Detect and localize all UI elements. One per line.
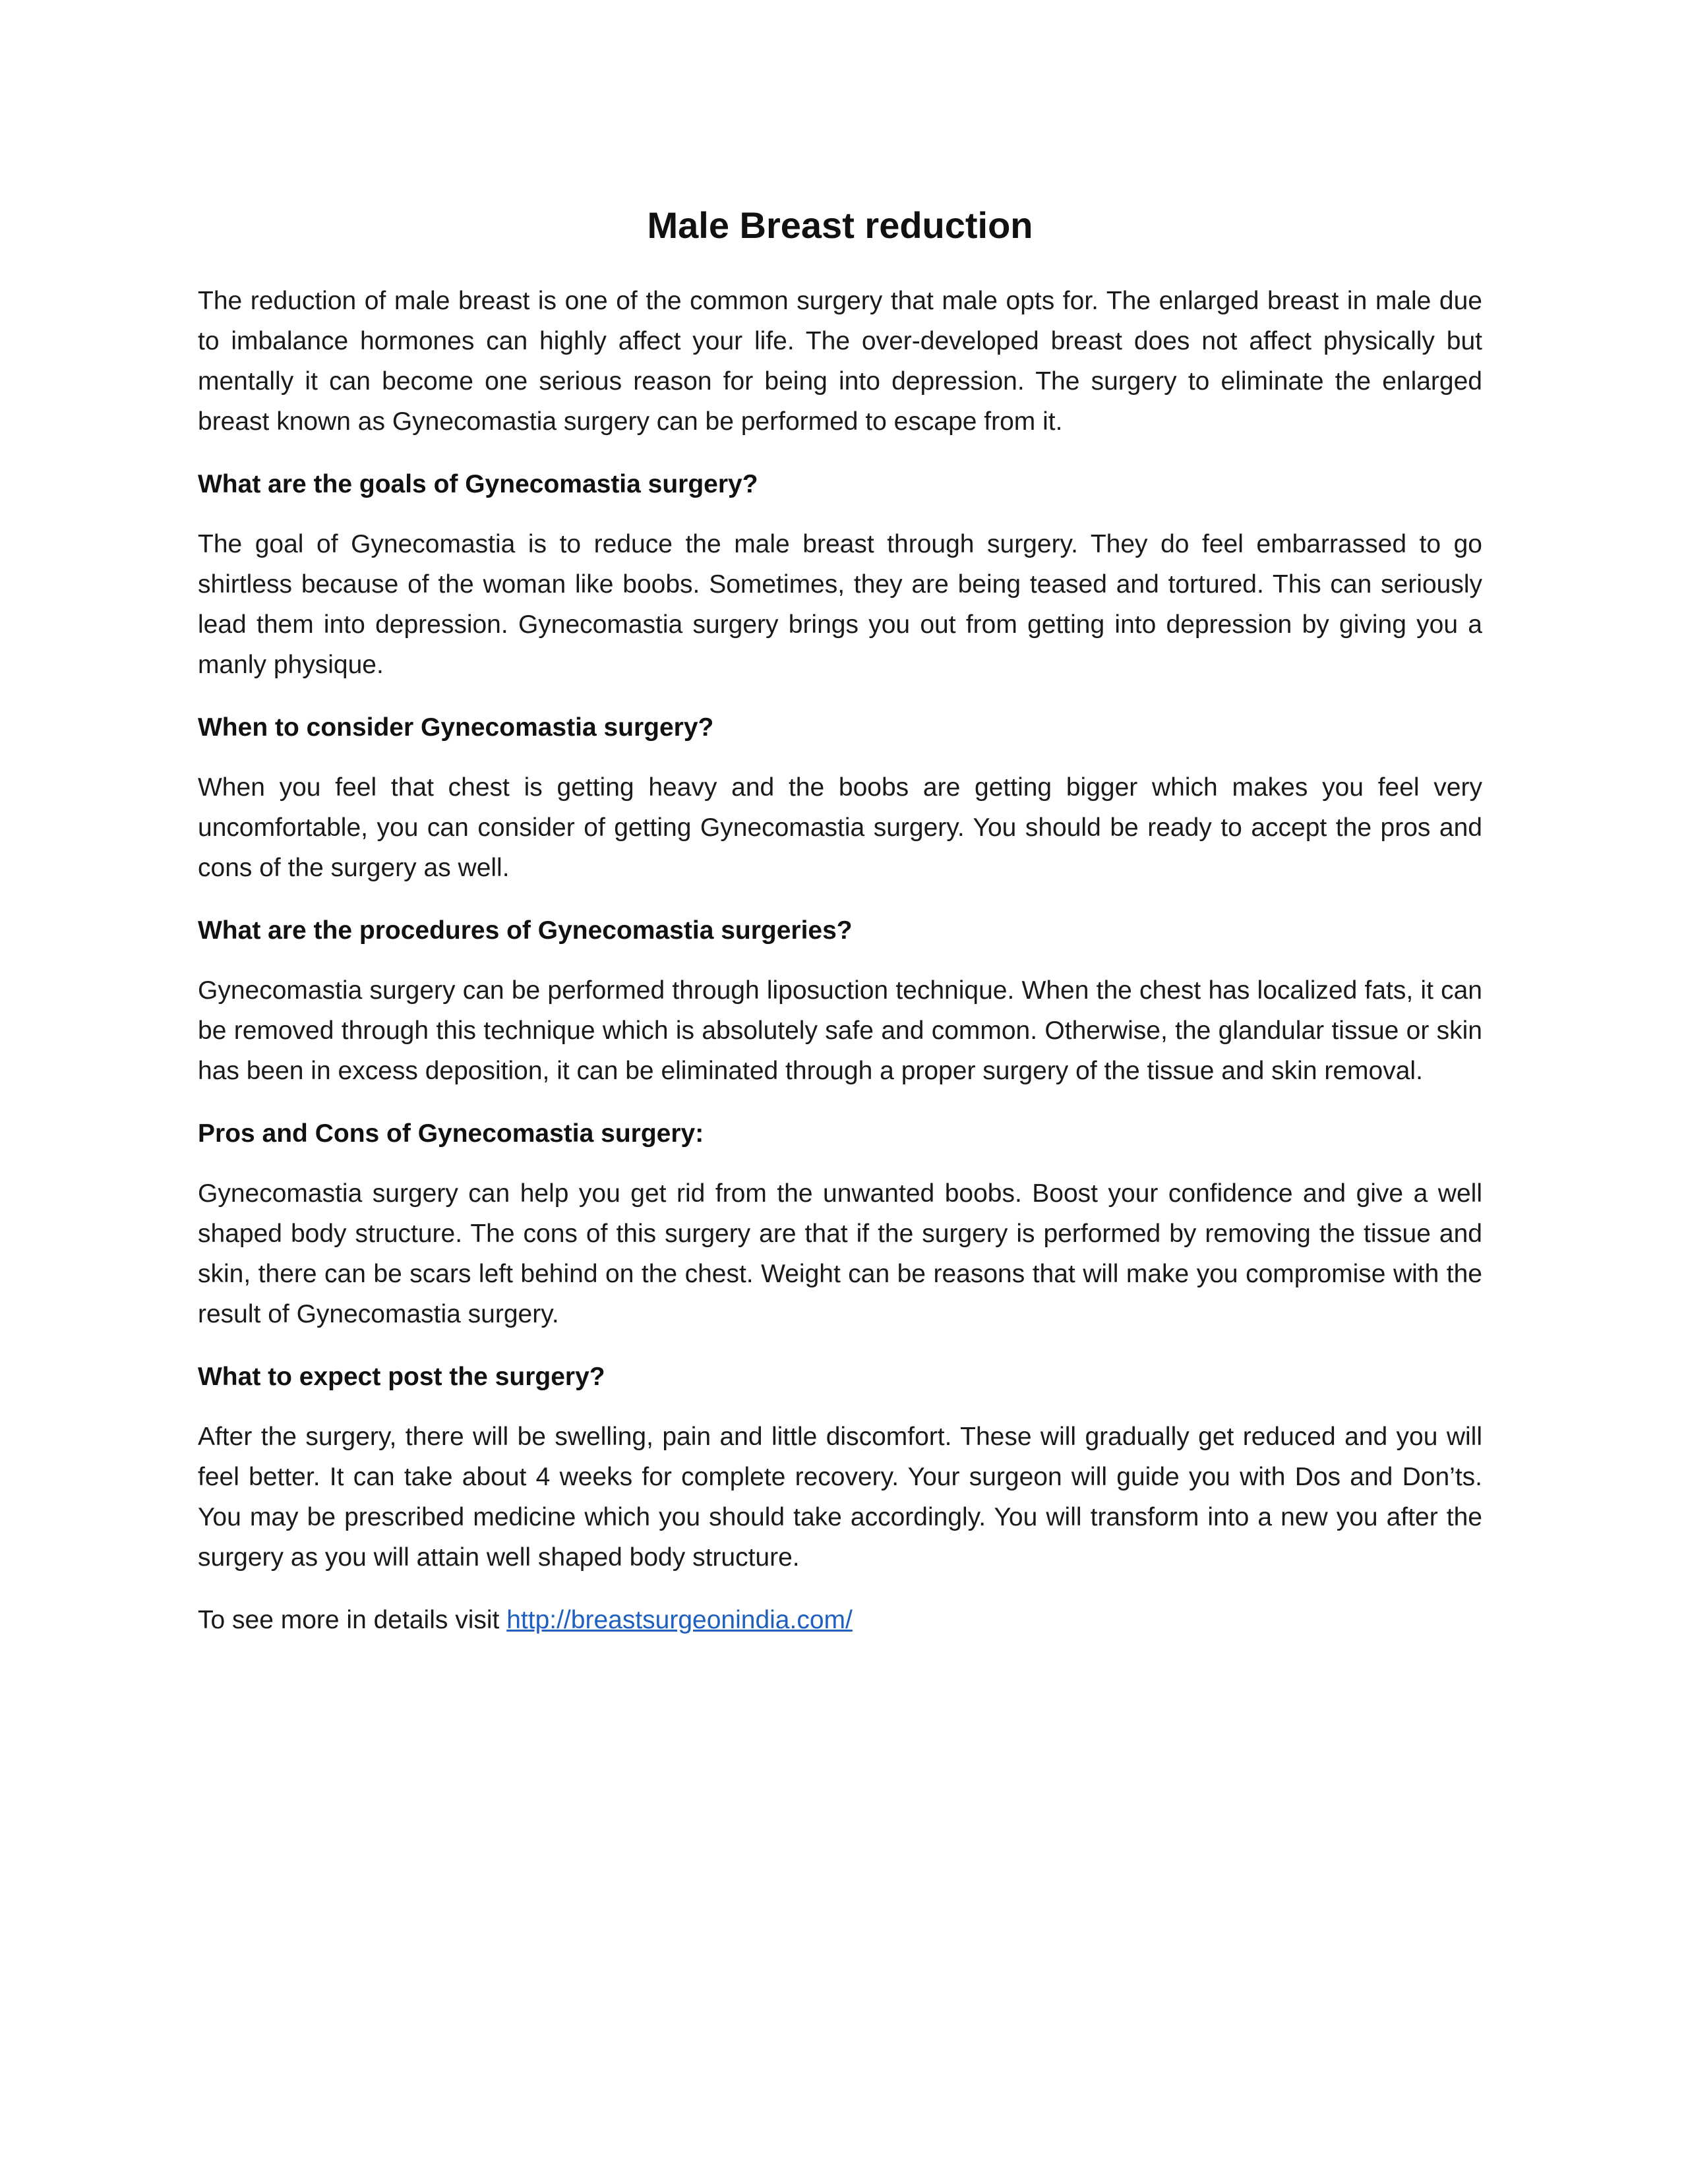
section-body-when-to-consider: When you feel that chest is getting heavy and the boobs are getting bigger which makes you feel very uncomfortable, you can consider of getting Gynecomastia surgery. You should be ready to accept the pros and cons of the surgery as well. — [198, 773, 1482, 882]
website-link[interactable]: http://breastsurgeonindia.com/ — [506, 1606, 853, 1634]
page-title: Male Breast reduction — [647, 204, 1033, 246]
section-heading-pros-cons: Pros and Cons of Gynecomastia surgery: — [198, 1119, 704, 1148]
section-body-post-surgery: After the surgery, there will be swelling, pain and little discomfort. These will gradually get reduced and you will feel better. It can take about 4 weeks for complete recovery. Your surgeon will guide you with Dos and Don’ts. You may be prescribed medicine which you should take accordingly. You will transform into a new you after the surgery as you will attain well shaped body structure. — [198, 1423, 1482, 1572]
section-body-pros-cons: Gynecomastia surgery can help you get rid from the unwanted boobs. Boost your confidence and give a well shaped body structure. The cons of this surgery are that if the surgery is performed by removing the tissue and skin, there can be scars left behind on the chest. Weight can be reasons that will make you compromise with the result of Gynecomastia surgery. — [198, 1179, 1482, 1328]
section-body-goals: The goal of Gynecomastia is to reduce the male breast through surgery. They do feel embarrassed to go shirtless because of the woman like boobs. Sometimes, they are being teased and tortured. This can seriously lead them into depression. Gynecomastia surgery brings you out from getting into depression by giving you a manly physique. — [198, 530, 1482, 679]
document-content — [198, 195, 1482, 1640]
intro-paragraph: The reduction of male breast is one of the common surgery that male opts for. The enlarged breast in male due to imbalance hormones can highly affect your life. The over-developed breast does not affect physically but mentally it can become one serious reason for being into depression. The surgery to eliminate the enlarged breast known as Gynecomastia surgery can be performed to escape from it. — [198, 287, 1482, 436]
section-body-procedures: Gynecomastia surgery can be performed through liposuction technique. When the chest has localized fats, it can be removed through this technique which is absolutely safe and common. Otherwise, the glandular tissue or skin has been in excess deposition, it can be eliminated through a proper surgery of the tissue and skin removal. — [198, 976, 1482, 1085]
section-heading-post-surgery: What to expect post the surgery? — [198, 1363, 605, 1391]
section-heading-goals: What are the goals of Gynecomastia surgery? — [198, 470, 758, 498]
footer-prefix: To see more in details visit — [198, 1606, 507, 1634]
section-heading-when-to-consider: When to consider Gynecomastia surgery? — [198, 713, 714, 742]
section-heading-procedures: What are the procedures of Gynecomastia surgeries? — [198, 916, 853, 945]
footer-line — [198, 1600, 1482, 1640]
